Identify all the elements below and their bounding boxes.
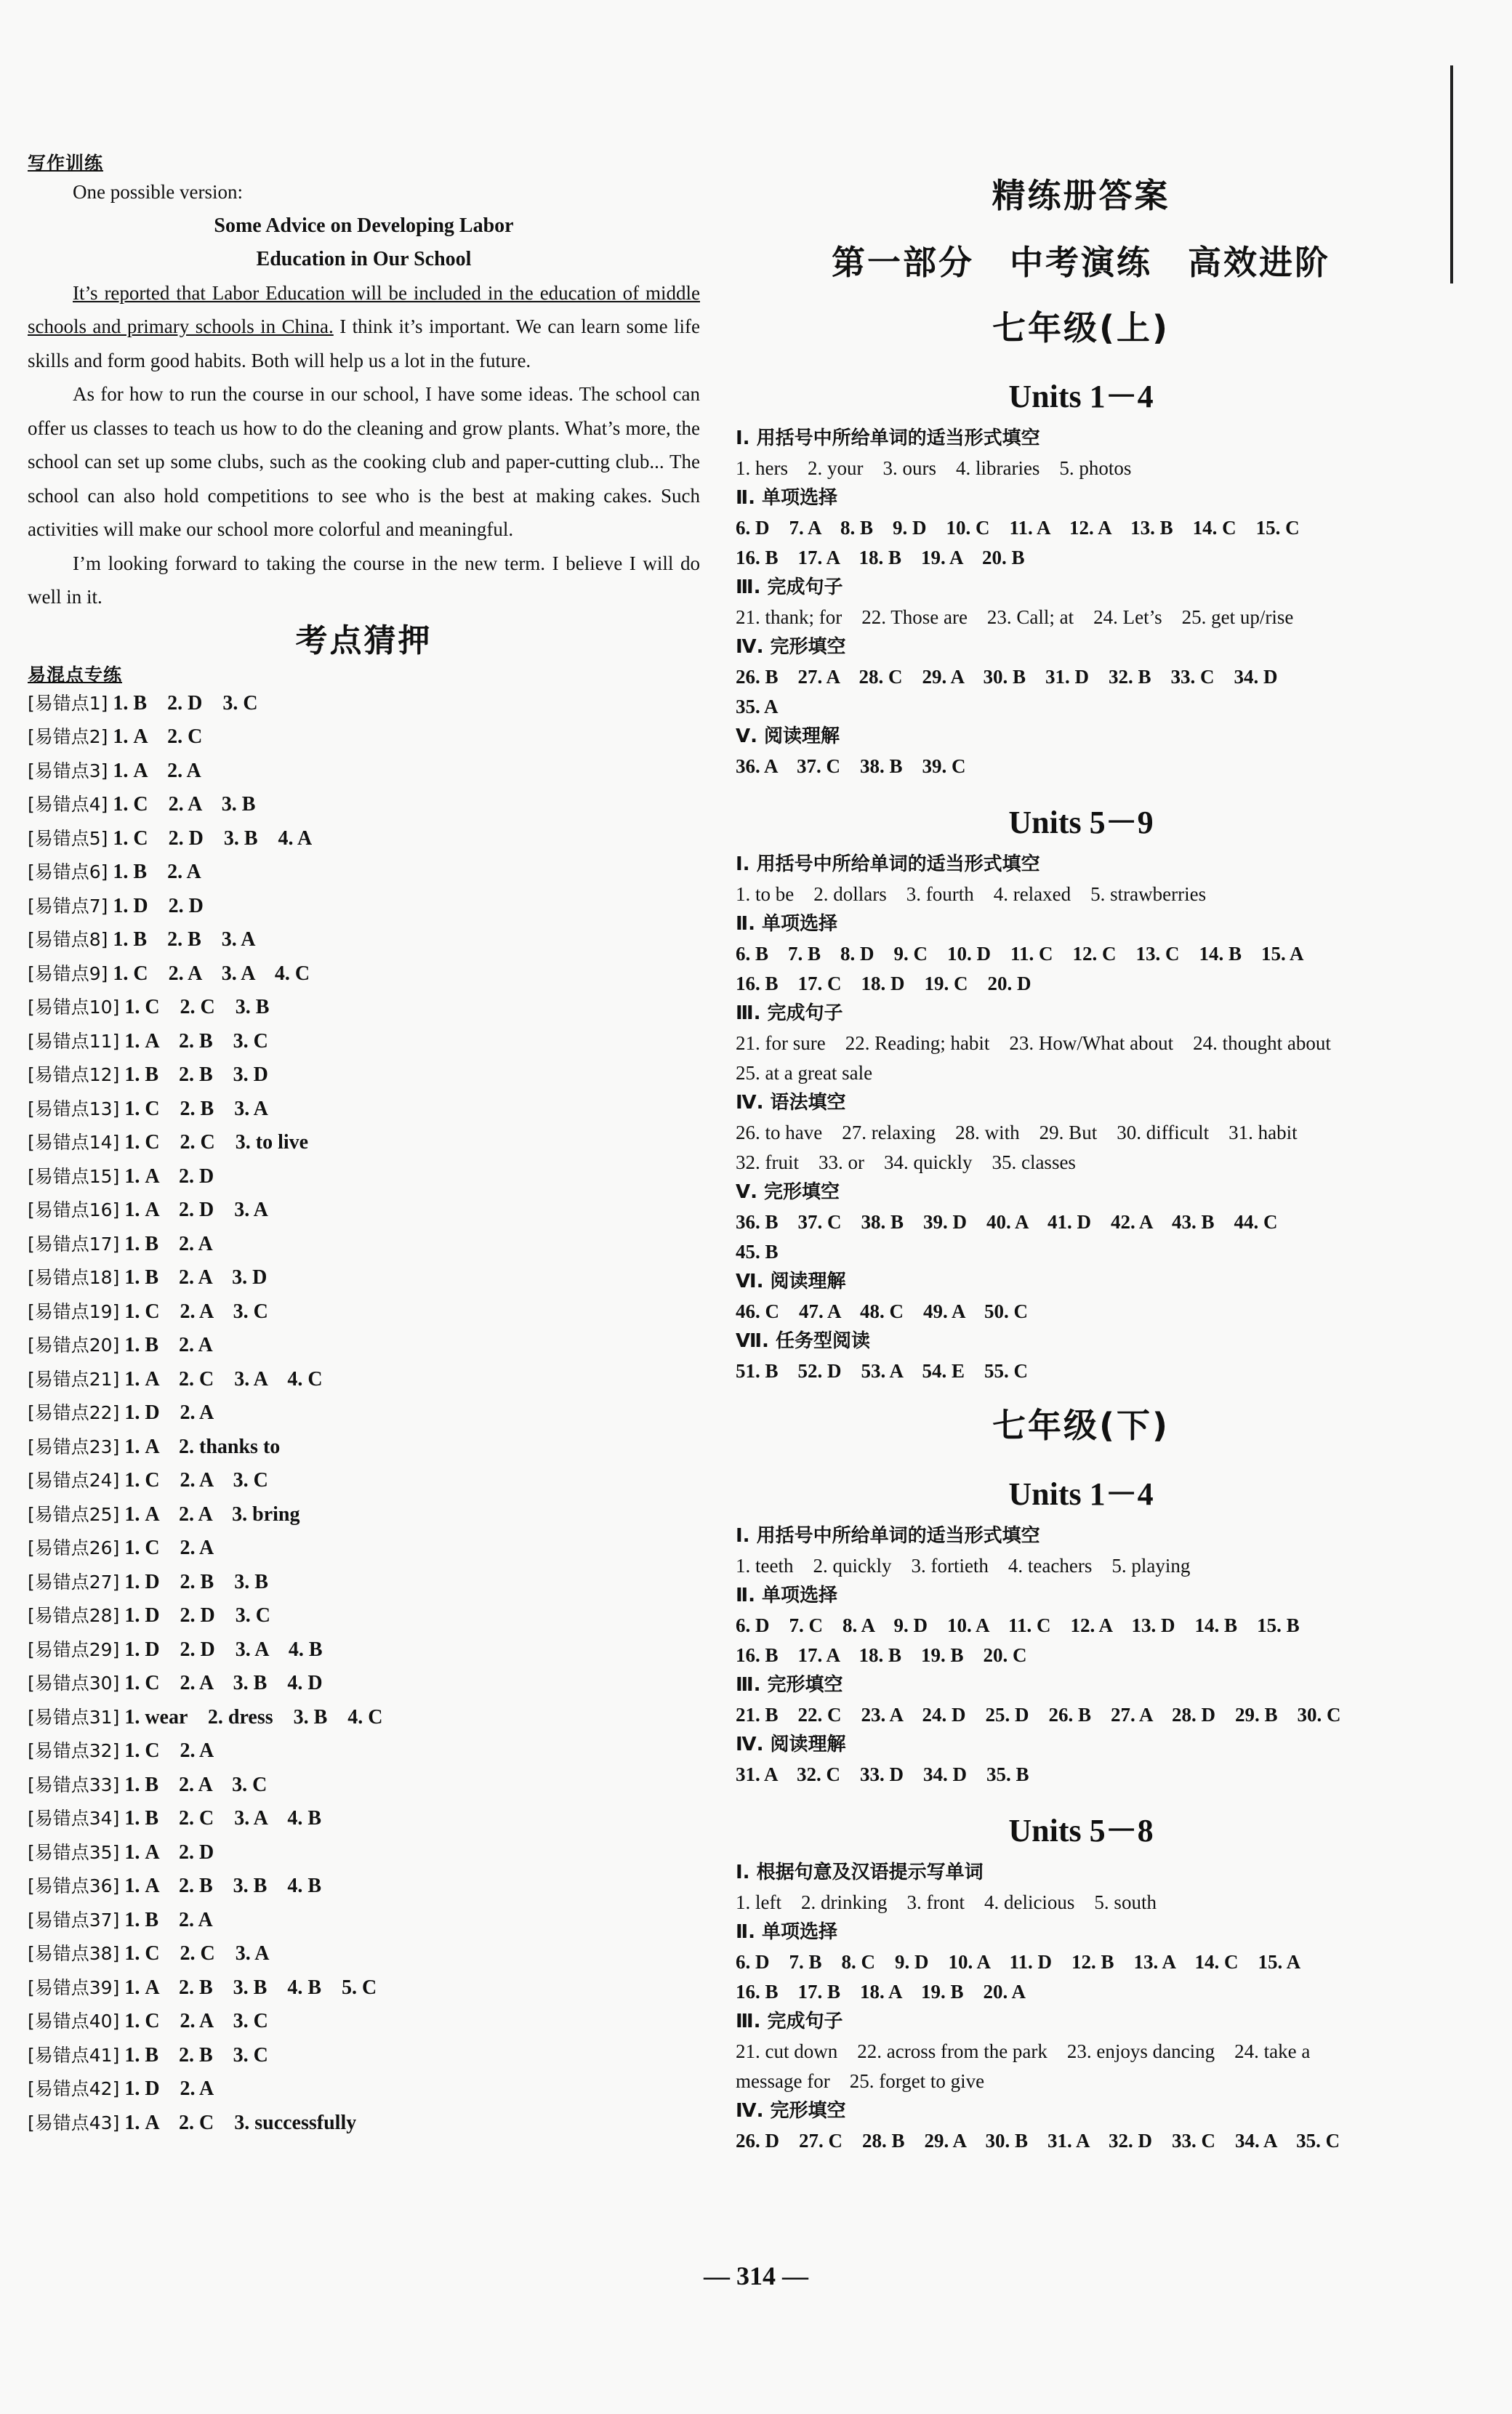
section-heading: Ⅳ. 完形填空: [736, 636, 846, 658]
error-point-label: [易错点5]: [28, 827, 108, 849]
units-heading: Units 1－4: [1008, 379, 1154, 414]
error-point-answers: 1. wear 2. dress 3. B 4. C: [124, 1705, 383, 1729]
error-point-row: [28, 1667, 700, 1701]
error-point-label: [易错点22]: [28, 1402, 120, 1423]
error-point-row: [28, 1802, 700, 1836]
error-point-answers: 1. A 2. C 3. successfully: [124, 2111, 357, 2134]
error-point-label: [易错点37]: [28, 1909, 120, 1931]
error-point-row: [28, 2039, 700, 2073]
error-point-answers: 1. D 2. D 3. C: [124, 1604, 270, 1627]
page-number: — 314 —: [704, 2261, 808, 2290]
answer-line: 36. A 37. C 38. B 39. C: [736, 755, 966, 777]
error-point-label: [易错点36]: [28, 1875, 120, 1896]
section-heading: Ⅲ. 完形填空: [736, 1674, 843, 1696]
section-heading: Ⅴ. 阅读理解: [736, 725, 840, 747]
section-heading: Ⅱ. 单项选择: [736, 1921, 838, 1943]
error-point-row: [28, 923, 700, 957]
error-point-label: [易错点26]: [28, 1537, 120, 1558]
error-point-row: [28, 2072, 700, 2107]
section-heading: Ⅰ. 用括号中所给单词的适当形式填空: [736, 853, 1040, 875]
error-point-answers: 1. A 2. B 3. C: [124, 1029, 268, 1053]
error-point-answers: 1. B 2. B 3. D: [124, 1063, 268, 1086]
error-point-label: [易错点7]: [28, 895, 108, 917]
answer-line: 6. D 7. C 8. A 9. D 10. A 11. C 12. A 13. D 14. B 15. B: [736, 1614, 1300, 1636]
essay-paragraph-2: As for how to run the course in our school, I have some ideas. The school can offer us classes to teach us how to do the cleaning and grow plants. What’s more, the school can set up some clubs, such as the cooking club and paper-cutting club... The school can also hold competitions to see who is the best at making cakes. Such activities will make our school more colorful and meaningful.: [28, 383, 700, 540]
answer-line: 6. B 7. B 8. D 9. C 10. D 11. C 12. C 13. C 14. B 15. A: [736, 943, 1304, 965]
answer-line: 46. C 47. A 48. C 49. A 50. C: [736, 1300, 1029, 1322]
error-points-tag: 易混点专练: [28, 664, 123, 685]
error-point-row: [28, 1937, 700, 1971]
error-point-label: [易错点2]: [28, 726, 108, 747]
right-column: [736, 149, 1426, 2156]
error-point-answers: 1. C 2. B 3. A: [124, 1097, 268, 1120]
error-point-answers: 1. C 2. C 3. B: [124, 996, 270, 1018]
section-heading: Ⅶ. 任务型阅读: [736, 1330, 870, 1352]
error-point-label: [易错点29]: [28, 1638, 120, 1660]
error-point-label: [易错点23]: [28, 1436, 120, 1457]
error-point-label: [易错点43]: [28, 2112, 120, 2133]
error-point-answers: 1. D 2. D 3. A 4. B: [124, 1638, 323, 1661]
error-point-answers: 1. B 2. A: [124, 1334, 213, 1356]
answer-line: 1. to be 2. dollars 3. fourth 4. relaxed 5. strawberries: [736, 883, 1207, 905]
exam-prediction-heading: 考点猜押: [295, 621, 433, 659]
error-point-row: [28, 1769, 700, 1803]
error-point-answers: 1. A 2. B 3. B 4. B: [124, 1875, 322, 1897]
grade-heading: 七年级(上): [992, 308, 1170, 347]
error-point-label: [易错点28]: [28, 1605, 120, 1626]
error-point-label: [易错点24]: [28, 1470, 120, 1491]
error-point-row: [28, 1058, 700, 1093]
error-point-label: [易错点17]: [28, 1233, 120, 1255]
error-point-row: [28, 1701, 700, 1735]
error-point-row: [28, 1532, 700, 1566]
answer-line: 16. B 17. B 18. A 19. B 20. A: [736, 1981, 1026, 2003]
section-heading: Ⅵ. 阅读理解: [736, 1271, 846, 1292]
error-point-row: [28, 1126, 700, 1160]
error-point-row: [28, 687, 700, 721]
error-point-label: [易错点3]: [28, 760, 108, 781]
error-point-row: [28, 1633, 700, 1667]
error-point-label: [易错点34]: [28, 1808, 120, 1829]
error-point-row: [28, 1329, 700, 1363]
error-point-label: [易错点33]: [28, 1774, 120, 1795]
essay-title-line-1: Some Advice on Developing Labor: [214, 214, 514, 237]
section-heading: Ⅰ. 用括号中所给单词的适当形式填空: [736, 427, 1040, 449]
answer-line: 21. cut down 22. across from the park 23. enjoys dancing 24. take a: [736, 2040, 1311, 2062]
error-point-label: [易错点21]: [28, 1368, 120, 1390]
error-point-answers: 1. D 2. A: [124, 2077, 214, 2100]
error-point-row: [28, 1498, 700, 1532]
error-point-answers: 1. D 2. D: [113, 894, 204, 917]
error-point-answers: 1. A 2. A 3. bring: [124, 1502, 300, 1526]
answer-line: 32. fruit 33. or 34. quickly 35. classes: [736, 1151, 1076, 1173]
error-point-label: [易错点35]: [28, 1841, 120, 1863]
part-one-title: 第一部分 中考演练 高效进阶: [832, 243, 1330, 282]
essay-intro: One possible version:: [73, 181, 243, 203]
error-point-row: [28, 1093, 700, 1127]
error-point-answers: 1. B 2. B 3. A: [113, 928, 256, 951]
error-point-row: [28, 1396, 700, 1431]
answer-line: 26. D 27. C 28. B 29. A 30. B 31. A 32. D 33. C 34. A 35. C: [736, 2130, 1340, 2152]
error-point-row: [28, 1566, 700, 1600]
units-heading: Units 5－9: [1008, 805, 1154, 840]
answer-book-title: 精练册答案: [992, 176, 1170, 215]
section-heading: Ⅰ. 用括号中所给单词的适当形式填空: [736, 1525, 1040, 1547]
error-point-row: [28, 1194, 700, 1228]
error-point-answers: 1. C 2. C 3. A: [124, 1942, 270, 1965]
error-point-row: [28, 1734, 700, 1769]
error-point-answers: 1. A 2. D 3. A: [124, 1199, 268, 1221]
error-point-answers: 1. B 2. A: [124, 1232, 213, 1255]
section-heading: Ⅳ. 语法填空: [736, 1092, 846, 1114]
section-heading: Ⅱ. 单项选择: [736, 487, 838, 509]
error-point-answers: 1. C 2. A 3. B 4. D: [124, 1672, 323, 1694]
answer-line: message for 25. forget to give: [736, 2070, 985, 2092]
error-point-answers: 1. A 2. C 3. A 4. C: [124, 1367, 323, 1391]
error-point-answers: 1. A 2. B 3. B 4. B 5. C: [124, 1976, 377, 1999]
answer-line: 6. D 7. B 8. C 9. D 10. A 11. D 12. B 13. A 14. C 15. A: [736, 1951, 1301, 1973]
error-point-answers: 1. B 2. C 3. A 4. B: [124, 1807, 322, 1830]
answer-line: 16. B 17. A 18. B 19. B 20. C: [736, 1644, 1027, 1666]
error-point-answers: 1. C 2. A 3. B: [113, 793, 256, 816]
error-point-label: [易错点38]: [28, 1943, 120, 1964]
error-point-label: [易错点31]: [28, 1706, 120, 1728]
error-point-row: [28, 991, 700, 1025]
error-point-row: [28, 1261, 700, 1295]
answer-line: 1. left 2. drinking 3. front 4. delicious 5. south: [736, 1891, 1157, 1913]
error-point-label: [易错点18]: [28, 1267, 120, 1288]
error-point-row: [28, 2005, 700, 2039]
error-point-answers: 1. C 2. A 3. C: [124, 1469, 268, 1492]
error-point-answers: 1. A 2. D: [124, 1840, 214, 1864]
error-point-label: [易错点1]: [28, 692, 108, 714]
error-point-answers: 1. C 2. A 3. C: [124, 1300, 268, 1323]
error-point-answers: 1. C 2. D 3. B 4. A: [113, 826, 313, 850]
error-point-row: [28, 890, 700, 924]
answer-line: 6. D 7. A 8. B 9. D 10. C 11. A 12. A 13. B 14. C 15. C: [736, 517, 1300, 539]
error-point-answers: 1. D 2. B 3. B: [124, 1570, 268, 1593]
model-essay: [28, 175, 700, 614]
error-point-label: [易错点39]: [28, 1976, 120, 1998]
answer-line: 35. A: [736, 696, 779, 717]
answer-line: 31. A 32. C 33. D 34. D 35. B: [736, 1763, 1029, 1785]
error-point-label: [易错点40]: [28, 2011, 120, 2032]
error-point-row: [28, 1836, 700, 1870]
error-point-row: [28, 957, 700, 991]
section-heading: Ⅱ. 单项选择: [736, 913, 838, 935]
essay-title-line-2: Education in Our School: [256, 247, 472, 270]
grade-sections: [736, 302, 1426, 2156]
error-point-label: [易错点6]: [28, 861, 108, 882]
error-point-answers: 1. B 2. A 3. D: [124, 1266, 268, 1289]
error-point-answers: 1. C 2. A: [124, 1537, 214, 1559]
error-point-row: [28, 1160, 700, 1194]
error-point-answers: 1. B 2. A 3. C: [124, 1773, 268, 1796]
answer-line: 21. for sure 22. Reading; habit 23. How/What about 24. thought about: [736, 1032, 1331, 1054]
error-point-row: [28, 1870, 700, 1904]
answer-line: 36. B 37. C 38. B 39. D 40. A 41. D 42. A 43. B 44. C: [736, 1211, 1278, 1233]
error-point-row: [28, 1363, 700, 1397]
error-point-label: [易错点16]: [28, 1199, 120, 1220]
essay-underlined-sentence: It’s reported that Labor Education will be included in the education of middle schools and primary schools in China.: [28, 281, 700, 337]
section-heading: Ⅱ. 单项选择: [736, 1585, 838, 1606]
error-point-label: [易错点10]: [28, 997, 120, 1018]
section-heading: Ⅲ. 完成句子: [736, 2011, 843, 2032]
error-point-answers: 1. A 2. D: [124, 1164, 214, 1188]
margin-rule: [1450, 65, 1453, 283]
error-point-row: [28, 720, 700, 755]
error-point-label: [易错点41]: [28, 2044, 120, 2066]
error-point-answers: 1. A 2. thanks to: [124, 1435, 281, 1458]
error-point-label: [易错点4]: [28, 794, 108, 815]
error-point-label: [易错点12]: [28, 1064, 120, 1085]
error-point-row: [28, 1025, 700, 1059]
error-point-answers: 1. A 2. C: [113, 725, 203, 748]
answer-line: 16. B 17. C 18. D 19. C 20. D: [736, 973, 1032, 994]
section-heading: Ⅳ. 阅读理解: [736, 1734, 846, 1755]
error-point-answers: 1. B 2. A: [113, 861, 201, 883]
left-column: [28, 149, 700, 2140]
error-point-answers: 1. C 2. C 3. to live: [124, 1131, 309, 1154]
error-point-row: [28, 1431, 700, 1465]
section-heading: Ⅲ. 完成句子: [736, 1002, 843, 1024]
answer-line: 21. B 22. C 23. A 24. D 25. D 26. B 27. A 28. D 29. B 30. C: [736, 1704, 1341, 1726]
error-point-answers: 1. C 2. A 3. C: [124, 2010, 268, 2032]
error-point-label: [易错点8]: [28, 929, 108, 950]
error-point-row: [28, 2107, 700, 2141]
error-point-answers: 1. C 2. A 3. A 4. C: [113, 962, 310, 985]
error-point-answers: 1. A 2. A: [113, 759, 201, 782]
units-heading: Units 1－4: [1008, 1476, 1154, 1512]
error-point-label: [易错点13]: [28, 1098, 120, 1119]
error-point-list: [28, 687, 700, 2141]
error-point-label: [易错点20]: [28, 1335, 120, 1356]
writing-practice-tag: 写作训练: [28, 153, 104, 174]
error-point-row: [28, 1971, 700, 2005]
error-point-label: [易错点32]: [28, 1740, 120, 1761]
error-point-row: [28, 755, 700, 789]
section-heading: Ⅳ. 完形填空: [736, 2100, 846, 2122]
answer-line: 45. B: [736, 1241, 779, 1263]
error-point-answers: 1. D 2. A: [124, 1401, 214, 1424]
error-point-label: [易错点11]: [28, 1030, 120, 1052]
answer-line: 26. B 27. A 28. C 29. A 30. B 31. D 32. B 33. C 34. D: [736, 666, 1278, 688]
answer-line: 26. to have 27. relaxing 28. with 29. But 30. difficult 31. habit: [736, 1122, 1298, 1143]
section-heading: Ⅴ. 完形填空: [736, 1181, 840, 1203]
answer-line: 21. thank; for 22. Those are 23. Call; at 24. Let’s 25. get up/rise: [736, 606, 1294, 628]
essay-paragraph-1: [28, 276, 700, 378]
error-point-answers: 1. B 2. A: [124, 1908, 213, 1931]
error-point-answers: 1. B 2. D 3. C: [113, 691, 258, 715]
error-point-row: [28, 1904, 700, 1938]
error-point-row: [28, 856, 700, 890]
error-point-label: [易错点27]: [28, 1571, 120, 1593]
error-point-row: [28, 1464, 700, 1498]
section-heading: Ⅰ. 根据句意及汉语提示写单词: [736, 1862, 984, 1883]
error-point-answers: 1. C 2. A: [124, 1739, 214, 1762]
error-point-label: [易错点14]: [28, 1132, 120, 1153]
essay-paragraph-1-rest: I think it’s important. We can learn some life skills and form good habits. Both will help us a lot in the future.: [28, 315, 700, 371]
section-heading: Ⅲ. 完成句子: [736, 576, 843, 598]
units-heading: Units 5－8: [1008, 1813, 1154, 1848]
essay-paragraph-3: I’m looking forward to taking the course in the new term. I believe I will do well in it.: [28, 552, 700, 608]
error-point-label: [易错点9]: [28, 962, 108, 984]
error-point-row: [28, 1295, 700, 1329]
answer-line: 1. hers 2. your 3. ours 4. libraries 5. photos: [736, 457, 1132, 479]
error-point-row: [28, 1599, 700, 1633]
error-point-row: [28, 788, 700, 822]
answer-line: 1. teeth 2. quickly 3. fortieth 4. teachers 5. playing: [736, 1555, 1191, 1577]
error-point-answers: 1. B 2. B 3. C: [124, 2043, 268, 2067]
error-point-label: [易错点19]: [28, 1300, 120, 1322]
answer-line: 25. at a great sale: [736, 1062, 873, 1084]
error-point-label: [易错点30]: [28, 1673, 120, 1694]
error-point-label: [易错点15]: [28, 1165, 120, 1187]
error-point-row: [28, 1228, 700, 1262]
error-point-label: [易错点42]: [28, 2078, 120, 2099]
answer-line: 16. B 17. A 18. B 19. A 20. B: [736, 547, 1025, 568]
error-point-row: [28, 822, 700, 856]
answer-line: 51. B 52. D 53. A 54. E 55. C: [736, 1360, 1029, 1382]
grade-heading: 七年级(下): [992, 1406, 1170, 1445]
error-point-label: [易错点25]: [28, 1503, 120, 1525]
